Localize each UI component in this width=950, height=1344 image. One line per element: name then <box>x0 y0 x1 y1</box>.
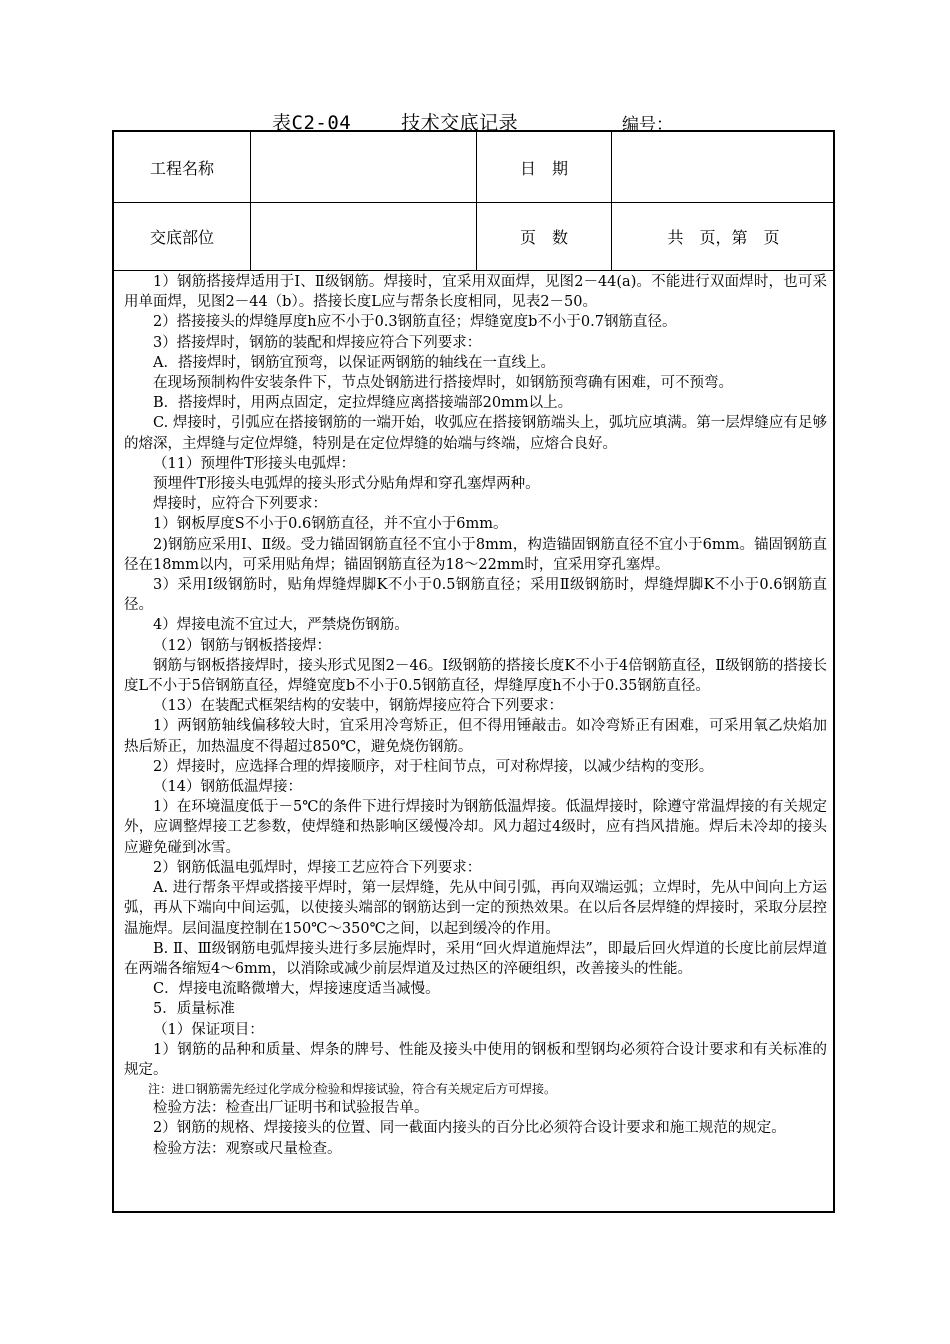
paragraph: 检验方法：检查出厂证明书和试验报告单。 <box>153 1100 429 1117</box>
section-heading: （11）预埋件T形接头电弧焊： <box>153 455 356 472</box>
date-label: 日 期 <box>519 158 568 178</box>
row-divider <box>114 270 833 271</box>
paragraph: 2）搭接接头的焊缝厚度h应不小于0.3钢筋直径；焊缝宽度b不小于0.7钢筋直径。 <box>153 314 677 331</box>
paragraph: 2）钢筋低温电弧焊时，焊接工艺应符合下列要求： <box>153 859 482 876</box>
paragraph: 1）在环境温度低于－5℃的条件下进行焊接时为钢筋低温焊接。低温焊接时，除遵守常温焊接的有关规定外，应调整焊接工艺参数，使焊缝和热影响区缓慢冷却。风力超过4级时，应有挡风措施。焊后未冷却的接头应避免碰到冰雪。 <box>124 799 827 856</box>
form-title: 技术交底记录 <box>401 112 519 134</box>
record-table <box>112 130 835 1213</box>
paragraph: 2)钢筋应采用Ⅰ、Ⅱ级。受力锚固钢筋直径不宜小于8mm，构造锚固钢筋直径不宜小于6mm。锚固钢筋直径在18mm以内，可采用贴角焊；锚固钢筋直径为18～22mm时，宜采用穿孔塞焊。 <box>124 536 827 573</box>
paragraph: 3）采用I级钢筋时，贴角焊缝焊脚K不小于0.5钢筋直径；采用Ⅱ级钢筋时，焊缝焊脚K不小于0.6钢筋直径。 <box>124 577 827 614</box>
page-count-label: 页 数 <box>519 228 568 247</box>
project-name-label: 工程名称 <box>149 158 214 178</box>
location-value[interactable] <box>251 203 476 270</box>
paragraph: 4）焊接电流不宜过大，严禁烧伤钢筋。 <box>153 617 409 634</box>
date-value[interactable] <box>612 132 835 202</box>
serial-number-label: 编号： <box>622 115 673 135</box>
paragraph: 1）钢筋搭接焊适用于Ⅰ、Ⅱ级钢筋。焊接时，宜采用双面焊，见图2－44(a)。不能进行双面焊时，也可采用单面焊，见图2－44（b）。搭接长度L应与帮条长度相同，见表2－50。 <box>124 274 827 311</box>
briefing-content <box>124 272 827 1159</box>
paragraph: C．焊接电流略微增大，焊接速度适当减慢。 <box>153 981 440 998</box>
paragraph: C. 焊接时，引弧应在搭接钢筋的一端开始，收弧应在搭接钢筋端头上，弧坑应填满。第一层焊缝应有足够的熔深，主焊缝与定位焊缝，特别是在定位焊缝的始端与终端，应熔合良好。 <box>124 415 827 452</box>
page-count-value: 共 页，第 页 <box>667 228 780 247</box>
paragraph: 3）搭接焊时，钢筋的装配和焊接应符合下列要求： <box>153 334 482 351</box>
paragraph: 2）钢筋的规格、焊接接头的位置、同一截面内接头的百分比必须符合设计要求和施工规范的规定。 <box>153 1120 786 1137</box>
location-label: 交底部位 <box>149 228 214 247</box>
project-name-value[interactable] <box>251 132 476 202</box>
paragraph: 1）钢筋的品种和质量、焊条的牌号、性能及接头中使用的钢板和型钢均必须符合设计要求和有关标准的规定。 <box>124 1041 827 1078</box>
section-heading: （12）钢筋与钢板搭接焊： <box>153 637 331 654</box>
section-heading: 5．质量标准 <box>153 1001 235 1018</box>
paragraph: 检验方法：观察或尺量检查。 <box>153 1140 342 1157</box>
paragraph: B．搭接焊时，用两点固定，定拉焊缝应离搭接端部20mm以上。 <box>153 395 573 412</box>
paragraph: 2）焊接时，应选择合理的焊接顺序，对于柱间节点，可对称焊接，以减少结构的变形。 <box>153 758 714 775</box>
form-code: 表C2-04 <box>272 112 352 134</box>
paragraph: A．搭接焊时，钢筋宜预弯，以保证两钢筋的轴线在一直线上。 <box>153 354 555 371</box>
paragraph: B. Ⅱ、Ⅲ级钢筋电弧焊接头进行多层施焊时，采用“回火焊道施焊法”，即最后回火焊道的长度比前层焊道在两端各缩短4～6mm，以消除或减少前层焊道及过热区的淬硬组织，改善接头的性能。 <box>124 940 827 977</box>
paragraph: 预埋件T形接头电弧焊的接头形式分贴角焊和穿孔塞焊两种。 <box>153 476 540 493</box>
section-heading: （13）在装配式框架结构的安装中，钢筋焊接应符合下列要求： <box>153 698 563 715</box>
section-heading: （1）保证项目： <box>153 1021 264 1038</box>
note: 注：进口钢筋需先经过化学成分检验和焊接试验，符合有关规定后方可焊接。 <box>148 1082 557 1097</box>
section-heading: （14）钢筋低温焊接： <box>153 779 302 796</box>
paragraph: A. 进行帮条平焊或搭接平焊时，第一层焊缝，先从中间引弧，再向双端运弧；立焊时，先从中间向上方运弧，再从下端向中间运弧，以使接头端部的钢筋达到一定的预热效果。在以后各层焊缝的焊接时，采取分层控温施焊。层间温度控制在150℃～350℃之间，以起到缓冷的作用。 <box>124 880 827 937</box>
paragraph: 钢筋与钢板搭接焊时，接头形式见图2－46。I级钢筋的搭接长度K不小于4倍钢筋直径，Ⅱ级钢筋的搭接长度L不小于5倍钢筋直径，焊缝宽度b不小于0.5钢筋直径，焊缝厚度h不小于0.35钢筋直径。 <box>124 657 827 695</box>
paragraph: 1）两钢筋轴线偏移较大时，宜采用冷弯矫正，但不得用锤敲击。如冷弯矫正有困难，可采用氧乙炔焰加热后矫正，加热温度不得超过850℃，避免烧伤钢筋。 <box>124 718 827 755</box>
paragraph: 在现场预制构件安装条件下，节点处钢筋进行搭接焊时，如钢筋预弯确有困难，可不预弯。 <box>153 375 733 392</box>
paragraph: 1）钢板厚度S不小于0.6钢筋直径，并不宜小于6mm。 <box>153 516 508 533</box>
paragraph: 焊接时，应符合下列要求： <box>153 496 327 513</box>
